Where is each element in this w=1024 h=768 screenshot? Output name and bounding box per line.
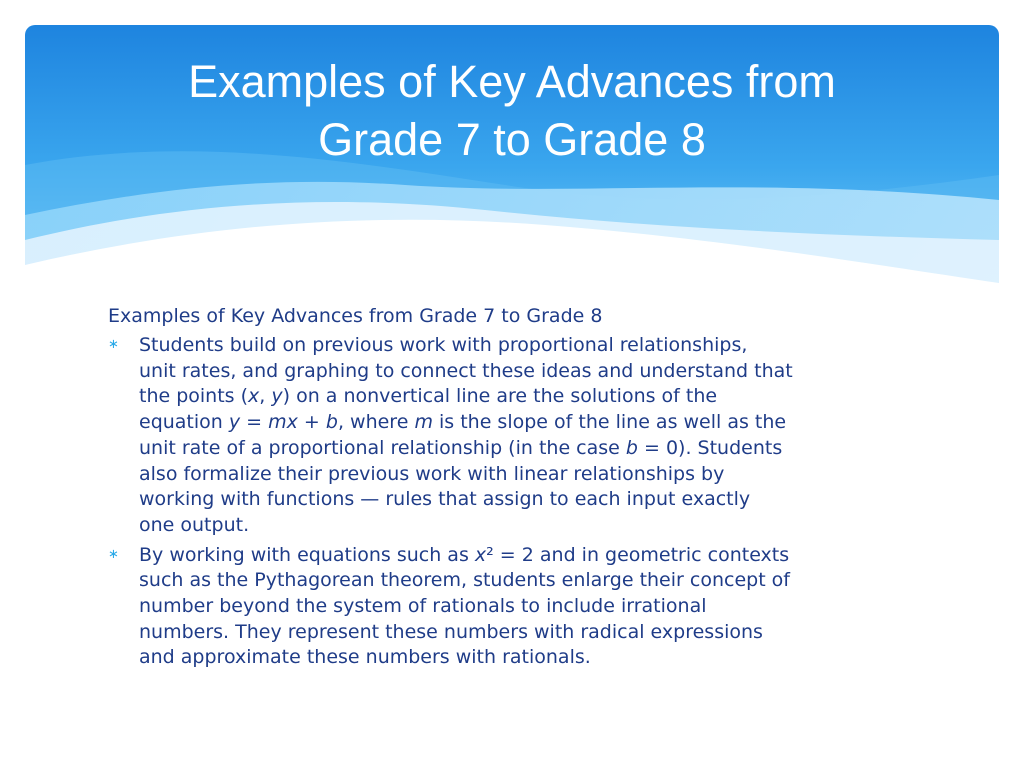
bullet-text [139, 333, 928, 539]
bullet-line [139, 568, 928, 594]
math-variable: b [625, 436, 638, 459]
title-banner [25, 25, 999, 283]
text-run: + [297, 411, 326, 434]
content-heading: Examples of Key Advances from Grade 7 to Grade 8 [108, 305, 603, 327]
text-run: ) on a nonvertical line are the solutions of the [282, 385, 718, 408]
bullet-line [139, 410, 928, 436]
bullet-line [139, 462, 928, 488]
text-run: = [240, 411, 269, 434]
bullet-item [108, 333, 928, 539]
bullet-line [139, 513, 928, 539]
bullet-line [139, 359, 928, 385]
text-run: unit rates, and graphing to connect these ideas and understand that [139, 359, 793, 382]
bullet-line [139, 543, 928, 569]
text-run: numbers. They represent these numbers with radical expressions [139, 620, 763, 643]
text-run: working with functions — rules that assign to each input exactly [139, 488, 751, 511]
bullet-line [139, 620, 928, 646]
text-run: also formalize their previous work with linear relationships by [139, 462, 725, 485]
bullet-line [139, 333, 928, 359]
math-variable: x [248, 385, 260, 408]
text-run: number beyond the system of rationals to include irrational [139, 595, 707, 618]
math-variable: x [474, 543, 487, 566]
slide-title-line-2: Grade 7 to Grade 8 [318, 114, 706, 165]
text-run: By working with equations such as [139, 543, 475, 566]
slide-title [25, 53, 999, 169]
text-run: , [259, 385, 272, 408]
text-run: , where [337, 411, 415, 434]
math-variable: m [414, 411, 433, 434]
text-run: the points ( [139, 385, 249, 408]
bullet-line [139, 594, 928, 620]
bullet-line [139, 436, 928, 462]
math-variable: mx [268, 411, 298, 434]
bullet-line [139, 384, 928, 410]
text-run: equation [139, 411, 229, 434]
text-run: and approximate these numbers with rationals. [139, 646, 591, 669]
text-run: ² = 2 and in geometric contexts [486, 543, 790, 566]
slide-body [108, 303, 928, 675]
text-run: is the slope of the line as well as the [432, 411, 787, 434]
slide-title-line-1: Examples of Key Advances from [188, 56, 836, 107]
bullet-marker-icon: ∗ [108, 337, 119, 352]
text-run: = 0). Students [637, 436, 783, 459]
bullet-item [108, 543, 928, 672]
bullet-line [139, 645, 928, 671]
text-run: one output. [139, 513, 250, 536]
bullet-list [108, 333, 928, 671]
math-variable: y [271, 385, 283, 408]
math-variable: b [325, 411, 338, 434]
text-run: Students build on previous work with proportional relationships, [139, 334, 748, 356]
bullet-line [139, 487, 928, 513]
bullet-marker-icon: ∗ [108, 546, 119, 562]
bullet-text [139, 543, 928, 672]
text-run: unit rate of a proportional relationship (in the case [139, 436, 626, 459]
math-variable: y [228, 411, 241, 434]
text-run: such as the Pythagorean theorem, students enlarge their concept of [139, 569, 790, 592]
